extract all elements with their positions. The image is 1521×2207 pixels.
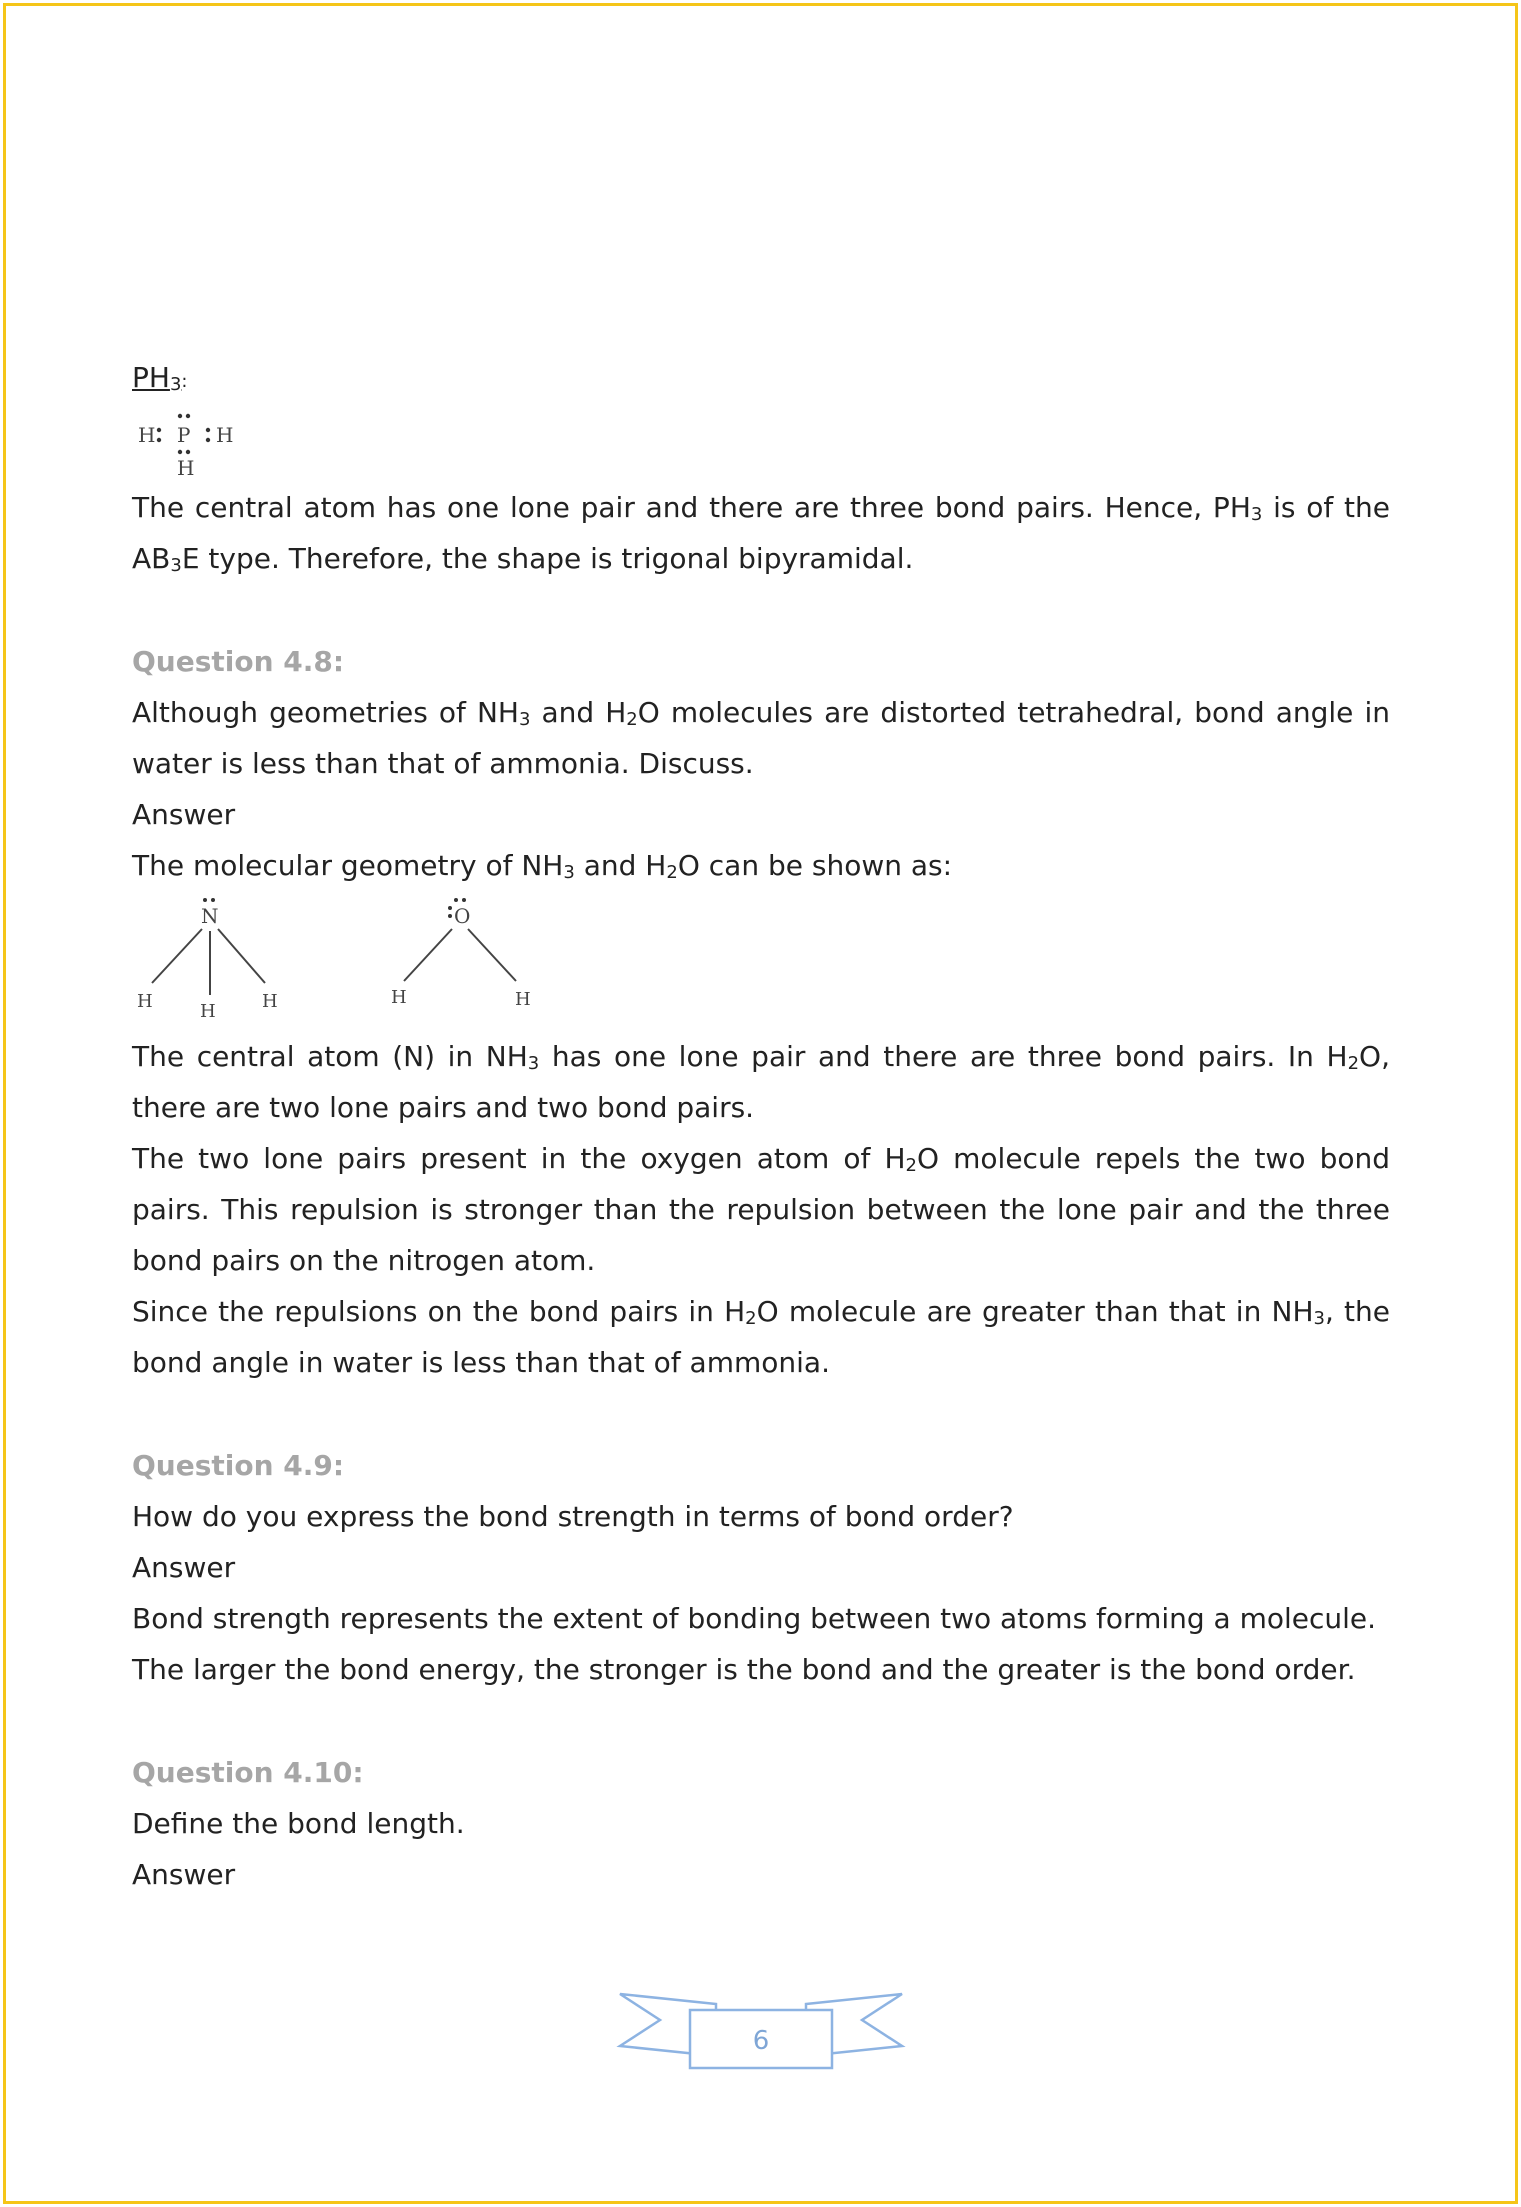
nh3-n: N [201,904,219,928]
answer-4-8-para-4: Since the repulsions on the bond pairs in $H_2O$ molecule are greater than that in $NH_3$, the bond angle in water is less than that of ammonia. [132,1295,1390,1379]
lewis-p: P [177,423,191,447]
question-4-10-text: Define the bond length. [132,1807,465,1840]
question-4-10-heading: Question 4.10: [132,1756,364,1789]
h2o-o: O [454,904,471,928]
h2o-h-right: H [515,989,531,1010]
lewis-h-right: H [216,423,234,447]
nh3-geometry [137,898,278,1022]
nh3-h-right: H [262,991,278,1012]
nh3-h-middle: H [200,1001,216,1022]
ph3-lewis-structure [132,402,252,482]
lewis-h-left: H [138,423,156,447]
question-4-8-text: Although geometries of $NH_3$ and $H_2O$ molecules are distorted tetrahedral, bond angle in water is less than that of ammonia. Discuss. [132,696,1390,780]
ph3-explanation: The central atom has one lone pair and there are three bond pairs. Hence, $PH_3$ is of the $AB_3E$ type. Therefore, the shape is trigonal bipyramidal. [132,491,1390,576]
nh3-h-left: H [137,991,153,1012]
h2o-h-left: H [391,987,407,1008]
answer-4-9-para-1: Bond strength represents the extent of bonding between two atoms forming a molecule. [132,1602,1377,1635]
molecular-geometry-diagram [132,895,582,1025]
ph3-formula: $PH_3$ [132,361,182,395]
document-body [132,356,1390,1900]
question-4-9-text: How do you express the bond strength in terms of bond order? [132,1500,1014,1533]
ph3-label: $PH_3$: [132,361,188,395]
h2o-geometry [391,898,531,1010]
answer-4-9-para-2: The larger the bond energy, the stronger is the bond and the greater is the bond order. [132,1653,1356,1686]
lewis-h-bottom: H [177,456,195,480]
answer-4-8-intro: The molecular geometry of $NH_3$ and $H_2O$ can be shown as: [132,849,953,883]
answer-label: Answer [132,1551,236,1584]
answer-label: Answer [132,1858,236,1891]
answer-label: Answer [132,798,236,831]
answer-4-8-para-3: The two lone pairs present in the oxygen atom of $H_2O$ molecule repels the two bond pairs. This repulsion is stronger than the repulsion between the lone pair and the three bond pairs on the nitrogen atom. [132,1142,1391,1277]
page-number-ribbon [616,1990,906,2080]
question-4-9-heading: Question 4.9: [132,1449,345,1482]
question-4-8-heading: Question 4.8: [132,645,345,678]
answer-4-8-para-2: The central atom (N) in $NH_3$ has one lone pair and there are three bond pairs. In $H_2O$, there are two lone pairs and two bond pairs. [132,1040,1390,1124]
page-number: 6 [752,2026,770,2056]
